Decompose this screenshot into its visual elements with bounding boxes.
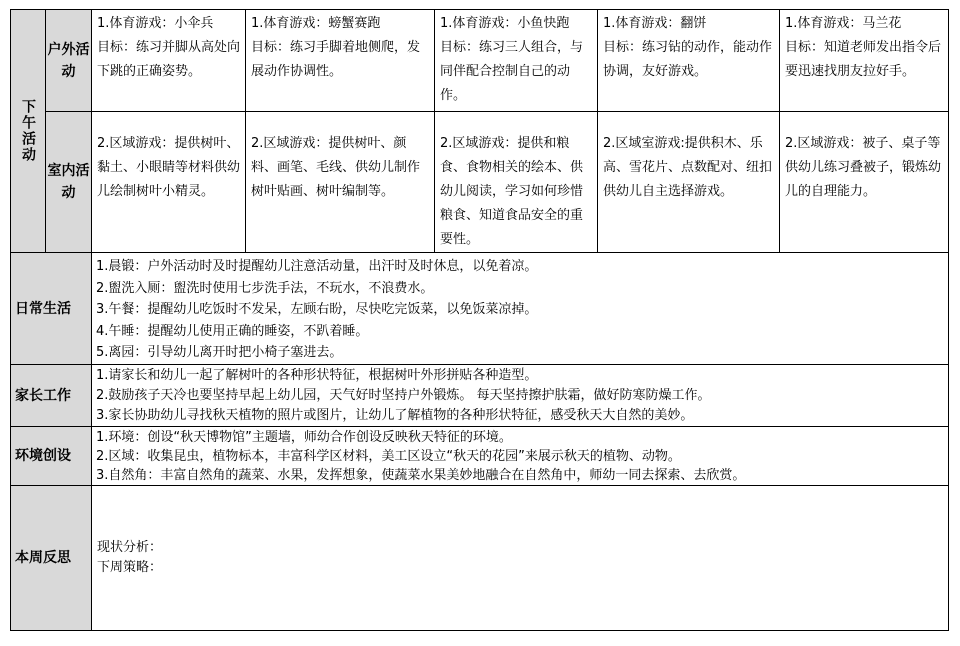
afternoon-section-header bbox=[11, 10, 46, 253]
indoor-game-text: 2.区域游戏：提供树叶、黏土、小眼睛等材料供幼儿绘制树叶小精灵。 bbox=[97, 136, 241, 199]
indoor-activity-cell-4 bbox=[598, 112, 780, 253]
indoor-activity-cell-3 bbox=[435, 112, 598, 253]
environment-label: 环境创设 bbox=[15, 448, 71, 464]
daily-life-content bbox=[92, 253, 949, 365]
environment-header bbox=[11, 427, 92, 486]
parent-item: 2.鼓励孩子天冷也要坚持早起上幼儿园，天气好时坚持户外锻炼。 每天坚持擦护肤霜，做好防寒防燥工作。 bbox=[96, 388, 711, 403]
daily-item: 1.晨锻：户外活动时及时提醒幼儿注意活动量，出汗时及时休息，以免着凉。 bbox=[96, 259, 538, 274]
reflection-label: 本周反思 bbox=[15, 550, 71, 566]
reflection-row bbox=[11, 486, 949, 631]
indoor-activity-cell-2 bbox=[246, 112, 435, 253]
parent-item: 1.请家长和幼儿一起了解树叶的各种形状特征，根据树叶外形拼贴各种造型。 bbox=[96, 368, 538, 383]
indoor-game-text: 2.区域室游戏:提供积木、乐高、雪花片、点数配对、纽扣供幼儿自主选择游戏。 bbox=[603, 136, 773, 199]
afternoon-indoor-row bbox=[11, 112, 949, 253]
reflection-header bbox=[11, 486, 92, 631]
parent-work-content bbox=[92, 365, 949, 427]
outdoor-activity-cell-3 bbox=[435, 10, 598, 112]
indoor-game-text: 2.区域游戏：提供树叶、颜料、画笔、毛线、供幼儿制作树叶贴画、树叶编制等。 bbox=[251, 136, 421, 199]
outdoor-activity-cell-4 bbox=[598, 10, 780, 112]
daily-item: 3.午餐：提醒幼儿吃饭时不发呆，左顾右盼，尽快吃完饭菜，以免饭菜凉掉。 bbox=[96, 302, 538, 317]
environment-row bbox=[11, 427, 949, 486]
daily-item: 2.盥洗入厕：盥洗时使用七步洗手法，不玩水，不浪费水。 bbox=[96, 280, 434, 296]
environment-content bbox=[92, 427, 949, 486]
outdoor-game-title: 1.体育游戏：螃蟹赛跑 bbox=[251, 16, 381, 31]
outdoor-game-title: 1.体育游戏：小鱼快跑 bbox=[440, 16, 570, 31]
outdoor-activity-label: 户外活动 bbox=[47, 41, 90, 80]
outdoor-activity-header bbox=[46, 10, 92, 112]
outdoor-game-goal: 目标：练习三人组合，与同伴配合控制自己的动作。 bbox=[440, 40, 584, 103]
indoor-activity-cell-1 bbox=[92, 112, 246, 253]
outdoor-activity-cell-1 bbox=[92, 10, 246, 112]
outdoor-game-title: 1.体育游戏：翻饼 bbox=[603, 16, 707, 31]
reflection-content[interactable] bbox=[92, 486, 949, 631]
parent-work-header bbox=[11, 365, 92, 427]
daily-item: 4.午睡：提醒幼儿使用正确的睡姿，不趴着睡。 bbox=[96, 323, 369, 339]
parent-work-row bbox=[11, 365, 949, 427]
afternoon-outdoor-row bbox=[11, 10, 949, 112]
outdoor-game-goal: 目标：知道老师发出指令后要迅速找朋友拉好手。 bbox=[785, 40, 942, 79]
outdoor-game-goal: 目标：练习钻的动作，能动作协调，友好游戏。 bbox=[603, 40, 773, 79]
daily-life-header bbox=[11, 253, 92, 365]
indoor-game-text: 2.区域游戏：提供和粮食、食物相关的绘本、供幼儿阅读，学习如何珍惜粮食、知道食品安全的重要性。 bbox=[440, 136, 584, 247]
current-analysis-label: 现状分析： bbox=[97, 540, 163, 555]
afternoon-section-label: 下午活动 bbox=[20, 99, 36, 163]
outdoor-game-title: 1.体育游戏：小伞兵 bbox=[97, 16, 214, 31]
indoor-activity-cell-5 bbox=[780, 112, 949, 253]
outdoor-game-goal: 目标：练习并脚从高处向下跳的正确姿势。 bbox=[97, 40, 241, 79]
indoor-activity-header bbox=[46, 112, 92, 253]
indoor-game-text: 2.区域游戏：被子、桌子等供幼儿练习叠被子，锻炼幼儿的自理能力。 bbox=[785, 136, 942, 199]
environment-item: 2.区域：收集昆虫，植物标本，丰富科学区材料，美工区设立“秋天的花园”来展示秋天的植物、动物。 bbox=[96, 449, 681, 464]
daily-life-label: 日常生活 bbox=[15, 300, 71, 317]
outdoor-activity-cell-5 bbox=[780, 10, 949, 112]
outdoor-game-title: 1.体育游戏：马兰花 bbox=[785, 16, 902, 31]
weekly-plan-table bbox=[10, 9, 949, 631]
indoor-activity-label: 室内活动 bbox=[47, 163, 90, 201]
environment-item: 3.自然角：丰富自然角的蔬菜、水果，发挥想象，使蔬菜水果美妙地融合在自然角中，师幼一同去探索、去欣赏。 bbox=[96, 468, 746, 483]
daily-item: 5.离园：引导幼儿离开时把小椅子塞进去。 bbox=[96, 345, 343, 360]
outdoor-activity-cell-2 bbox=[246, 10, 435, 112]
daily-life-row bbox=[11, 253, 949, 365]
environment-item: 1.环境：创设“秋天博物馆”主题墙，师幼合作创设反映秋天特征的环境。 bbox=[96, 430, 512, 445]
parent-item: 3.家长协助幼儿寻找秋天植物的照片或图片，让幼儿了解植物的各种形状特征，感受秋天大自然的美妙。 bbox=[96, 408, 694, 423]
parent-work-label: 家长工作 bbox=[15, 387, 71, 404]
next-week-strategy-label: 下周策略： bbox=[97, 560, 163, 575]
outdoor-game-goal: 目标：练习手脚着地侧爬，发展动作协调性。 bbox=[251, 40, 421, 79]
